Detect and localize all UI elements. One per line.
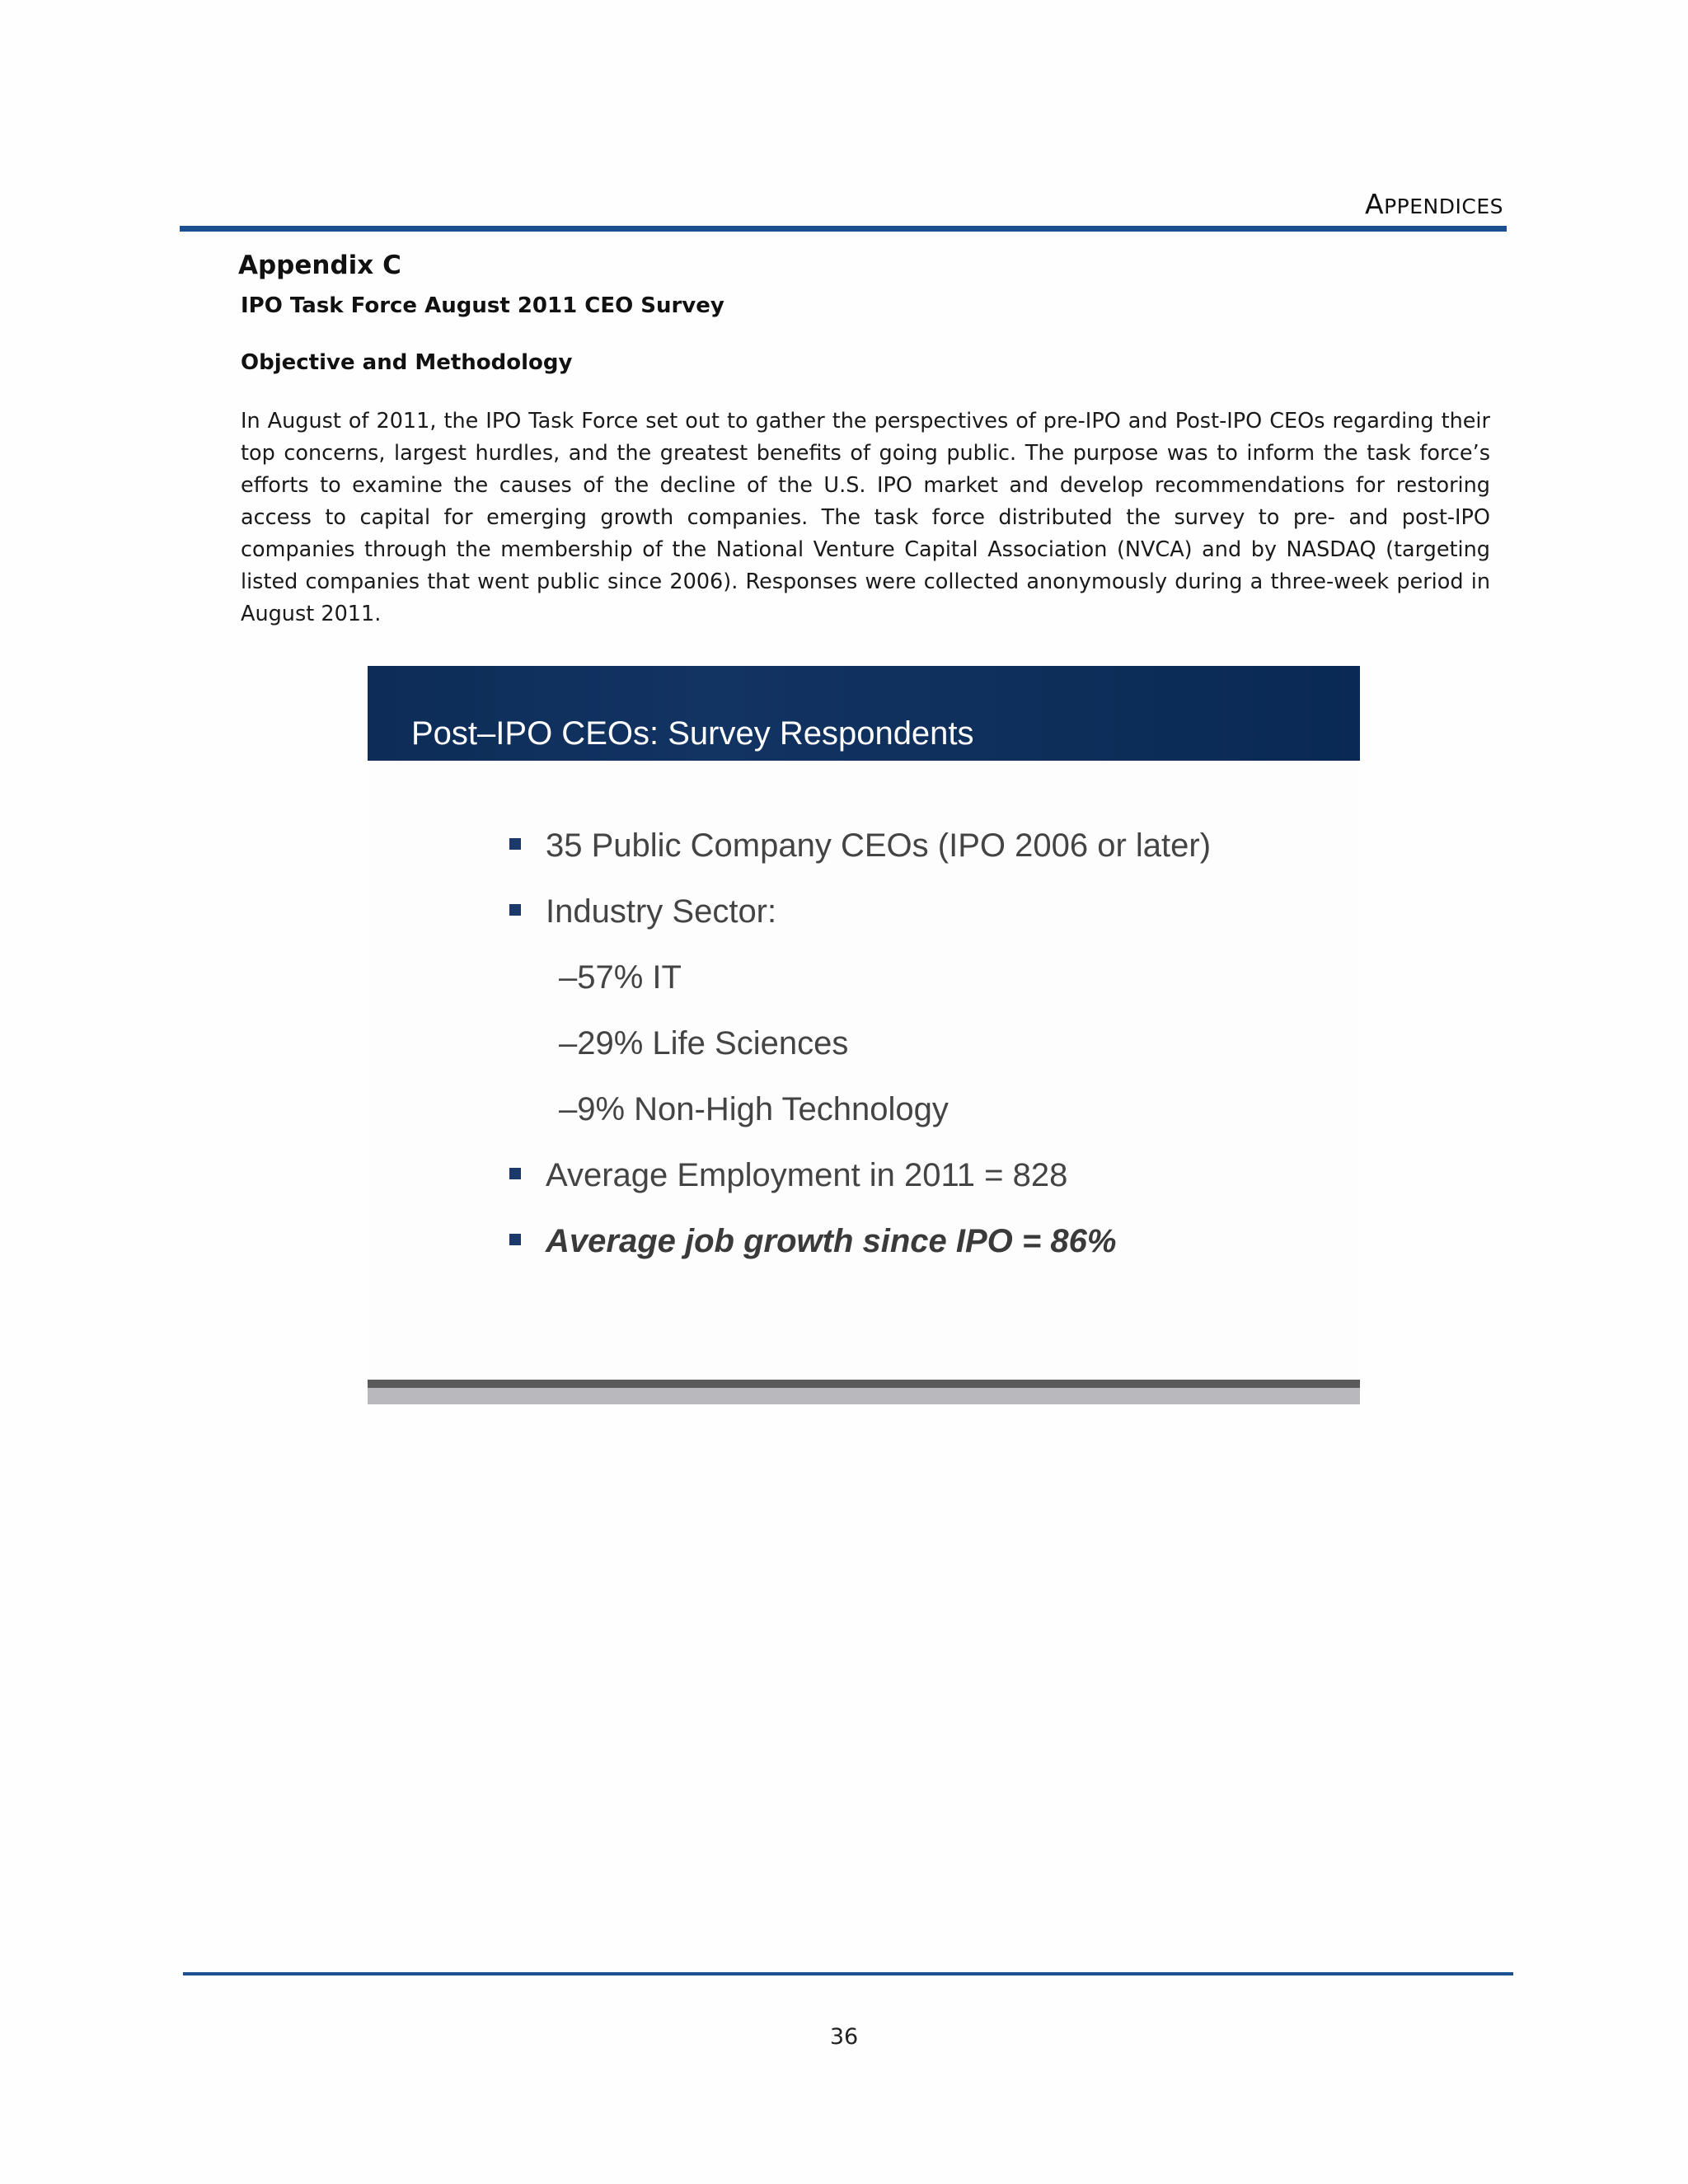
bullet-text: 35 Public Company CEOs (IPO 2006 or later) (546, 827, 1212, 864)
square-bullet-icon (509, 904, 521, 916)
square-bullet-icon (509, 838, 521, 850)
bullet-text: Average Employment in 2011 = 828 (546, 1157, 1068, 1193)
slide-bullet-list (368, 666, 1360, 1325)
running-head-rest: PPENDICES (1384, 194, 1503, 218)
bullet-text-emphasis: Average job growth since IPO = 86% (546, 1223, 1117, 1259)
square-bullet-icon (509, 1168, 521, 1179)
appendix-title: Appendix C (238, 251, 401, 280)
survey-slide (368, 666, 1360, 1406)
header-rule (180, 226, 1507, 232)
survey-title: IPO Task Force August 2011 CEO Survey (241, 293, 724, 318)
bullet-item (509, 893, 776, 930)
square-bullet-icon (509, 1234, 521, 1245)
bullet-item (509, 827, 1211, 865)
slide-title: Post–IPO CEOs: Survey Respondents (411, 715, 974, 752)
bullet-text: Industry Sector: (546, 893, 777, 930)
sub-item: –57% IT (559, 959, 682, 996)
footer-rule (183, 1972, 1513, 1975)
slide-footer-bar-shadow (368, 1388, 1360, 1404)
sub-item: –29% Life Sciences (559, 1025, 849, 1062)
body-paragraph: In August of 2011, the IPO Task Force set out to gather the perspectives of pre-IPO and Post-IPO CEOs regarding their top concerns, largest hurdles, and the greatest benefits of going public. The purpose was to inform the task force’s efforts to examine the causes of the decline of the U.S. IPO market and develop recommendations for restoring access to capital for emerging growth companies. The task force distributed the survey to pre- and post-IPO companies through the membership of the National Venture Capital Association (NVCA) and by NASDAQ (targeting listed companies that went public since 2006). Responses were collected anonymously during a three-week period in August 2011. (241, 409, 1490, 626)
page-number: 36 (829, 2024, 859, 2050)
bullet-item (509, 1223, 1116, 1260)
slide-footer-bar (368, 1380, 1360, 1388)
running-head-initial: A (1365, 188, 1385, 220)
running-head (1365, 188, 1503, 220)
sub-item: –9% Non-High Technology (559, 1091, 949, 1127)
section-title: Objective and Methodology (241, 350, 573, 375)
bullet-item (509, 1157, 1067, 1194)
